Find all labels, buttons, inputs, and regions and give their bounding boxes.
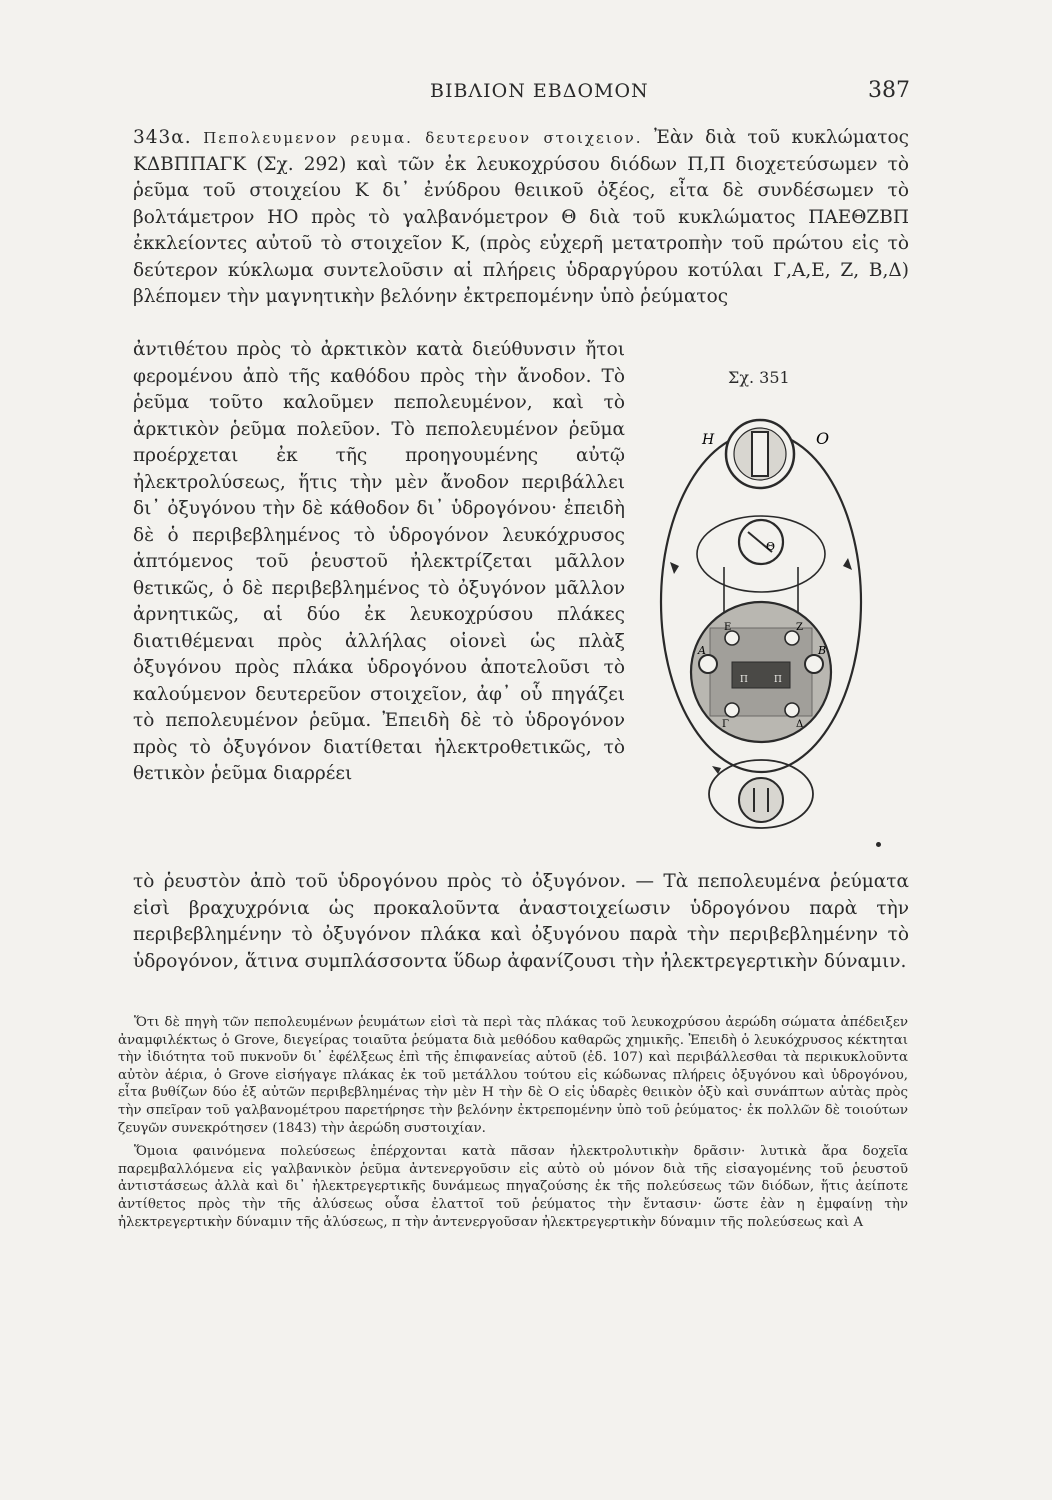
mercury-cup-z <box>785 631 799 645</box>
label-b: Β <box>818 644 827 657</box>
label-h: Η <box>702 432 715 448</box>
note-paragraph: Ὅτι δὲ πηγὴ τῶν πεπολευμένων ῥευμάτων εἰσὶ τὰ περὶ τὰς πλάκας τοῦ λευκοχρύσου ἀερώδη σώματα ἀπέδειξεν ἀναμφιλέκτως ὁ Grove, διεγείρας τοιαῦτα ῥεύματα διὰ μεθόδου καθαρῶς χημικῆς. Ἐπειδὴ ὁ λευκόχρυσος κέκτηται τὴν ἰδιότητα τοῦ πυκνοῦν δι᾽ ἐφέλξεως ἐπὶ τῆς ἐπιφανείας αὐτοῦ (ἐδ. 107) καὶ περιβάλλεσθαι τὰ περικυκλοῦντα αὐτὸν ἀέρια, ὁ Grove εἰσήγαγε πλάκας ἐκ τοῦ μετάλλου τούτου εἰς κώδωνας πλήρεις ὀξυγόνου καὶ ὑδρογόνου, εἶτα βυθίζων δύο ἐξ αὐτῶν περιβεβλημένας τὴν μὲν Η τὴν δὲ Ο εἰς ὑδαρὲς θειικὸν ὀξὺ καὶ συνάπτων αὐτὰς πρὸς τὴν σπεῖραν τοῦ γαλβανομέτρου παρετήρησε τὴν βελόνην ἐκτρεπομένην ὑπὸ τοῦ ῥεύματος· ἐκ πολλῶν δὲ τοιούτων ζευγῶν συνεκρότησεν (1843) τὴν ἀερώδη συστοιχίαν. <box>118 1015 908 1136</box>
label-theta: Θ <box>766 540 776 553</box>
label-a: Α <box>698 644 706 657</box>
figure-caption: Σχ. 351 <box>728 368 790 387</box>
voltameter-plate <box>752 432 768 476</box>
page-number: 387 <box>868 78 910 103</box>
figure-351 <box>636 362 906 852</box>
mercury-cup-d <box>785 703 799 717</box>
mercury-cup-b <box>805 655 823 673</box>
ink-dot <box>876 842 881 847</box>
mercury-cup-e <box>725 631 739 645</box>
label-o: Ο <box>816 429 830 448</box>
mercury-cup-g <box>725 703 739 717</box>
section-heading: Πεπολευμενον ρευμα. δευτερευον στοιχειον. <box>203 129 643 147</box>
label-pi-left: Π <box>740 675 748 685</box>
arrow-left-icon <box>670 562 679 574</box>
section-number: 343α. <box>133 127 192 148</box>
label-e: Ε <box>724 622 732 633</box>
left-column-paragraph: ἀντιθέτου πρὸς τὸ ἀρκτικὸν κατὰ διεύθυνσιν ἤτοι φερομένου ἀπὸ τῆς καθόδου πρὸς τὴν ἄνοδον. Τὸ ῥεῦμα τοῦτο καλοῦμεν πεπολευμένον, καὶ τὸ ἀρκτικὸν ῥεῦμα πολεῦον. Τὸ πεπολευμένον ῥεῦμα προέρχεται ἐκ τῆς προηγουμένης αὐτῷ ἠλεκτρολύσεως, ἥτις τὴν μὲν ἄνοδον περιβάλλει δι᾽ ὀξυγόνου τὴν δὲ κάθοδον δι᾽ ὑδρογόνου· ἐπειδὴ δὲ ὁ περιβεβλημένος τὸ ὑδρογόνον λευκόχρυσος ἁπτόμενος τοῦ ῥευστοῦ ἠλεκτρίζεται μᾶλλον θετικῶς, ὁ δὲ περιβεβλημένος τὸ ὀξυγόνον μᾶλλον ἀρνητικῶς, αἱ δύο ἐκ λευκοχρύσου πλάκες διατιθέμεναι πρὸς ἀλλήλας οἱονεὶ ὡς πλὰξ ὀξυγόνου πρὸς πλάκα ὑδρογόνου ἀποτελοῦσι τὸ καλούμενον δευτερεῦον στοιχεῖον, ἀφ᾽ οὗ πηγάζει τὸ πεπολευμένον ῥεῦμα. Ἐπειδὴ δὲ τὸ ὑδρογόνον πρὸς τὸ ὀξυγόνον διατίθεται ἠλεκτροθετικῶς, τὸ θετικὸν ῥεῦμα διαρρέει <box>133 339 625 784</box>
note-paragraph: Ὅμοια φαινόμενα πολεύσεως ἐπέρχονται κατὰ πᾶσαν ἠλεκτρολυτικὴν δρᾶσιν· λυτικὰ ἄρα δοχεῖα παρεμβαλλόμενα εἰς γαλβανικὸν ῥεῦμα ἀντενεργοῦσιν εἰς αὐτὸ οὐ μόνον διὰ τῆς εἰσαγομένης τοῦ ῥευστοῦ ἀντιστάσεως ἀλλὰ καὶ δι᾽ ἠλεκτρεγερτικῆς δυνάμεως πηγαζούσης ἐκ τῆς πολεύσεως τῶν διόδων, ἥτις ἀείποτε ἀντίθετος πρὸς τὴν τῆς ἀλύσεως οὖσα ἐλαττοῖ τοῦ ῥεύματος τὴν ἔντασιν· ὥστε ἐὰν η ἐμφαίνῃ τὴν ἠλεκτρεγερτικὴν δύναμιν τῆς ἀλύσεως, π τὴν ἀντενεργοῦσαν ἠλεκτρεγερτικὴν δύναμιν τῆς πολεύσεως καὶ Α <box>118 1144 908 1230</box>
running-title: ΒΙΒΛΙΟΝ ΕΒΔΟΜΟΝ <box>430 80 649 102</box>
arrow-right-icon <box>843 558 852 570</box>
notes-block <box>118 1014 908 1237</box>
label-z: Ζ <box>796 622 803 633</box>
opening-paragraph-text: Ἐὰν διὰ τοῦ κυκλώματος ΚΔΒΠΠΑΓΚ (Σχ. 292) καὶ τῶν ἐκ λευκοχρύσου διόδων Π,Π διοχετεύσωμεν τὸ ῥεῦμα τοῦ στοιχείου Κ δι᾽ ἐνύδρου θειικοῦ ὀξέος, εἶτα δὲ συνδέσωμεν τὸ βολτάμετρον ΗΟ πρὸς τὸ γαλβανόμετρον Θ διὰ τοῦ κυκλώματος ΠΑΕΘΖΒΠ ἐκκλείοντες αὐτοῦ τὸ στοιχεῖον Κ, (πρὸς εὐχερῆ μετατροπὴν τοῦ πρώτου εἰς τὸ δεύτερον κύκλωμα συντελοῦσιν αἱ πλήρεις ὑδραργύρου κοτύλαι Γ,Α,Ε, Ζ, Β,Δ) βλέπομεν τὴν μαγνητικὴν βελόνην ἐκτρεπομένην ὑπὸ ῥεύματος <box>133 127 909 307</box>
label-g: Γ <box>722 719 729 730</box>
apparatus-diagram <box>636 392 906 852</box>
label-pi-right: Π <box>774 675 782 685</box>
label-d: Δ <box>796 719 804 730</box>
battery-cell <box>739 778 783 822</box>
closing-text <box>133 869 909 975</box>
section-opening-text <box>133 125 909 311</box>
section-opening-paragraph <box>133 125 909 311</box>
closing-paragraph: τὸ ῥευστὸν ἀπὸ τοῦ ὑδρογόνου πρὸς τὸ ὀξυγόνον. — Τὰ πεπολευμένα ῥεύματα εἰσὶ βραχυχρόνια ὡς προκαλοῦντα ἀναστοιχείωσιν ὑδρογόνου παρὰ τὴν περιβεβλημένην τὸ ὀξυγόνον πλάκα καὶ ὀξυγόνου παρὰ τὴν περιβεβλημένην τὸ ὑδρογόνον, ἅτινα συμπλάσσοντα ὕδωρ ἀφανίζουσι τὴν ἠλεκτρεγερτικὴν δύναμιν. <box>133 871 909 972</box>
mercury-cup-a <box>699 655 717 673</box>
running-head <box>0 78 1052 108</box>
left-column-text <box>133 337 625 788</box>
